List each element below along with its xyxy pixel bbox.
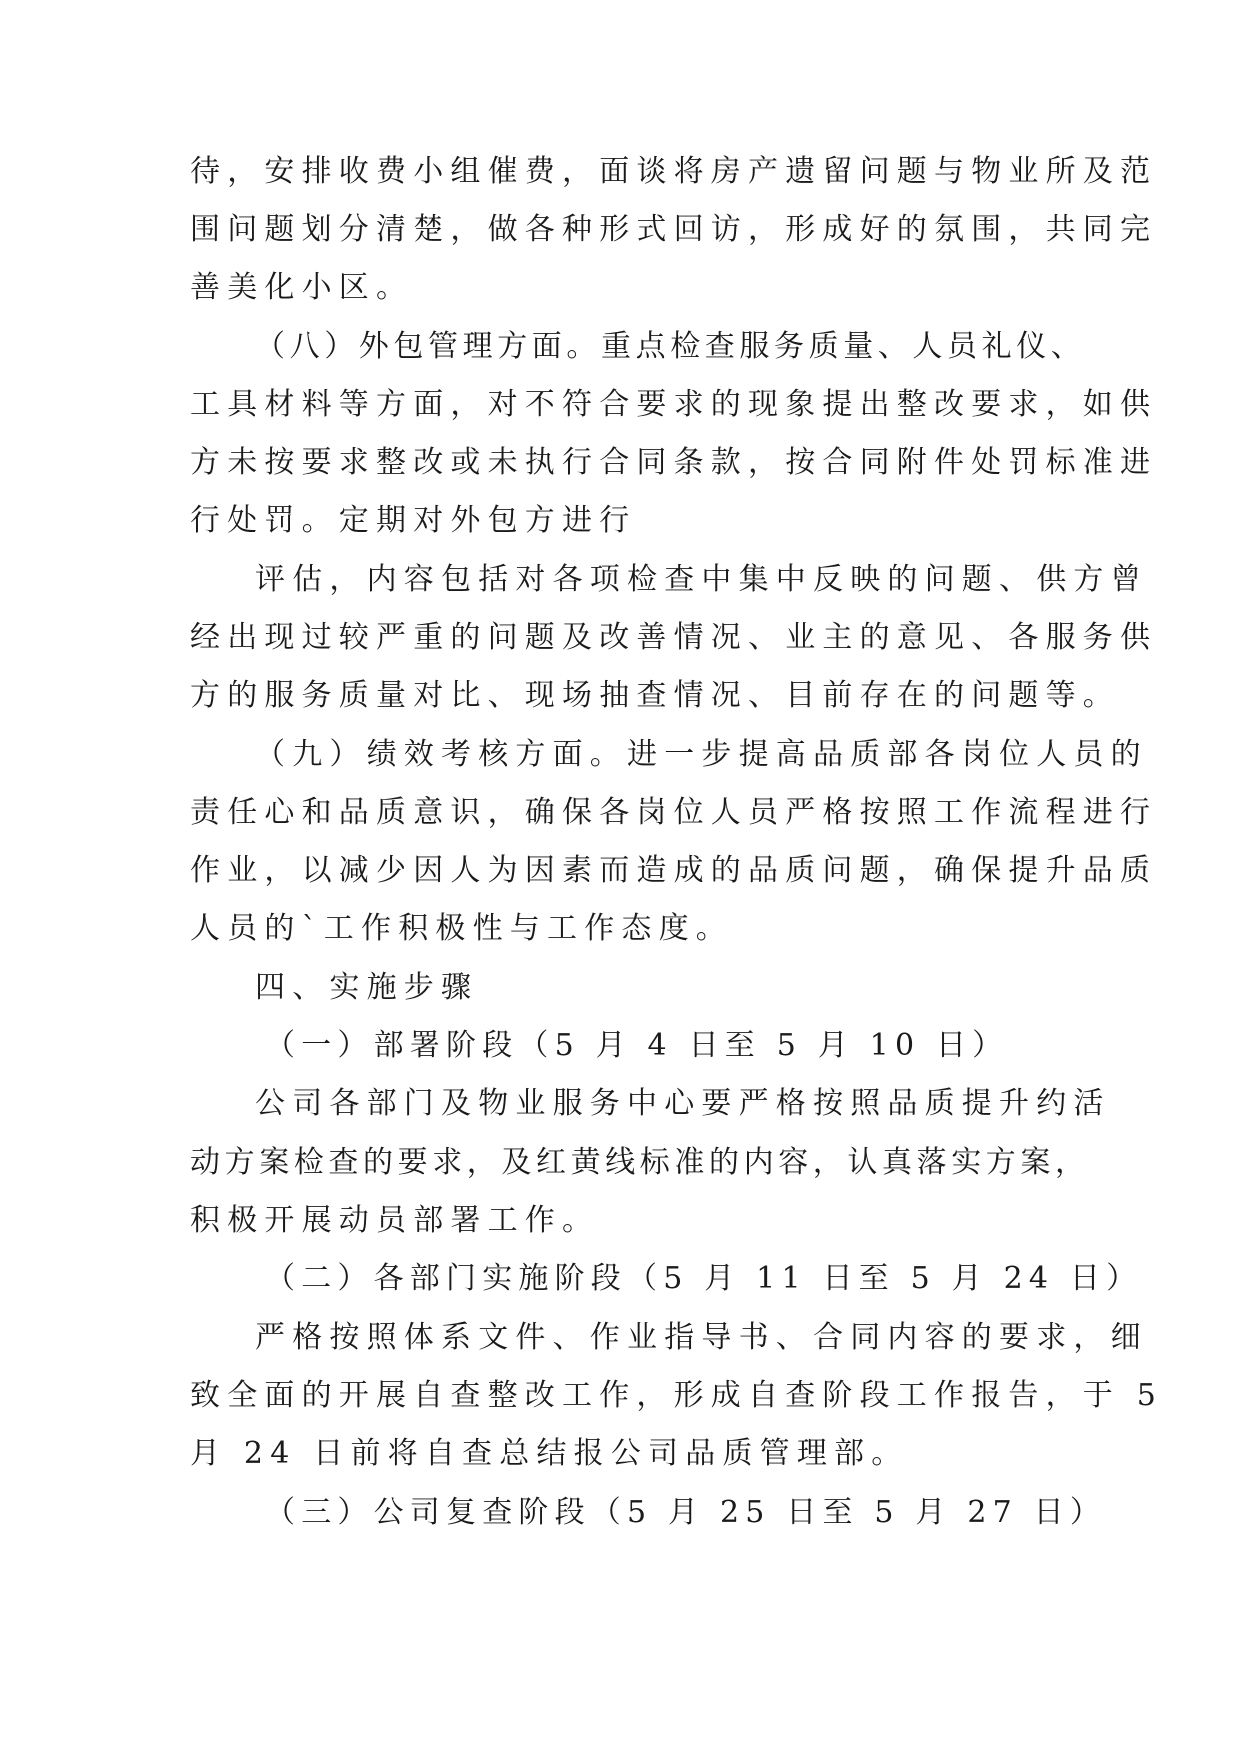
stage-heading-1: （一）部署阶段（5 月 4 日至 5 月 10 日） — [265, 1028, 1009, 1063]
stage-heading-2: （二）各部门实施阶段（5 月 11 日至 5 月 24 日） — [265, 1261, 1143, 1296]
section-heading-8: （八）外包管理方面。重点检查服务质量、人员礼仪、 — [255, 329, 1086, 364]
paragraph-line: 工具材料等方面，对不符合要求的现象提出整改要求，如供 — [190, 387, 1158, 422]
paragraph-line: 严格按照体系文件、作业指导书、合同内容的要求，细 — [255, 1320, 1148, 1355]
paragraph-line: 方的服务质量对比、现场抽查情况、目前存在的问题等。 — [190, 678, 1120, 713]
stage-heading-3: （三）公司复查阶段（5 月 25 日至 5 月 27 日） — [265, 1495, 1107, 1530]
paragraph-line: 方未按要求整改或未执行合同条款，按合同附件处罚标准进 — [190, 445, 1158, 480]
paragraph-line: 善美化小区。 — [190, 270, 414, 305]
paragraph-line: 公司各部门及物业服务中心要严格按照品质提升约活 — [255, 1086, 1111, 1121]
paragraph-line: 作业，以减少因人为因素而造成的品质问题，确保提升品质 — [190, 853, 1158, 888]
paragraph-line: 经出现过较严重的问题及改善情况、业主的意见、各服务供 — [190, 620, 1158, 655]
paragraph-line: 围问题划分清楚，做各种形式回访，形成好的氛围，共同完 — [190, 212, 1158, 247]
paragraph-line: 待，安排收费小组催费，面谈将房产遗留问题与物业所及范 — [190, 154, 1158, 189]
paragraph-line: 月 24 日前将自查总结报公司品质管理部。 — [190, 1436, 909, 1471]
chapter-heading: 四、实施步骤 — [255, 970, 479, 1005]
paragraph-line: 积极开展动员部署工作。 — [190, 1203, 600, 1238]
paragraph-line: 动方案检查的要求，及红黄线标准的内容，认真落实方案， — [190, 1145, 1090, 1180]
section-heading-9: （九）绩效考核方面。进一步提高品质部各岗位人员的 — [255, 737, 1148, 772]
paragraph-line: 致全面的开展自查整改工作，形成自查阶段工作报告，于 5 — [190, 1378, 1164, 1413]
paragraph-line: 责任心和品质意识，确保各岗位人员严格按照工作流程进行 — [190, 795, 1158, 830]
paragraph-line: 评估，内容包括对各项检查中集中反映的问题、供方曾 — [255, 562, 1148, 597]
paragraph-line: 人员的`工作积极性与工作态度。 — [190, 911, 733, 946]
paragraph-line: 行处罚。定期对外包方进行 — [190, 503, 637, 538]
